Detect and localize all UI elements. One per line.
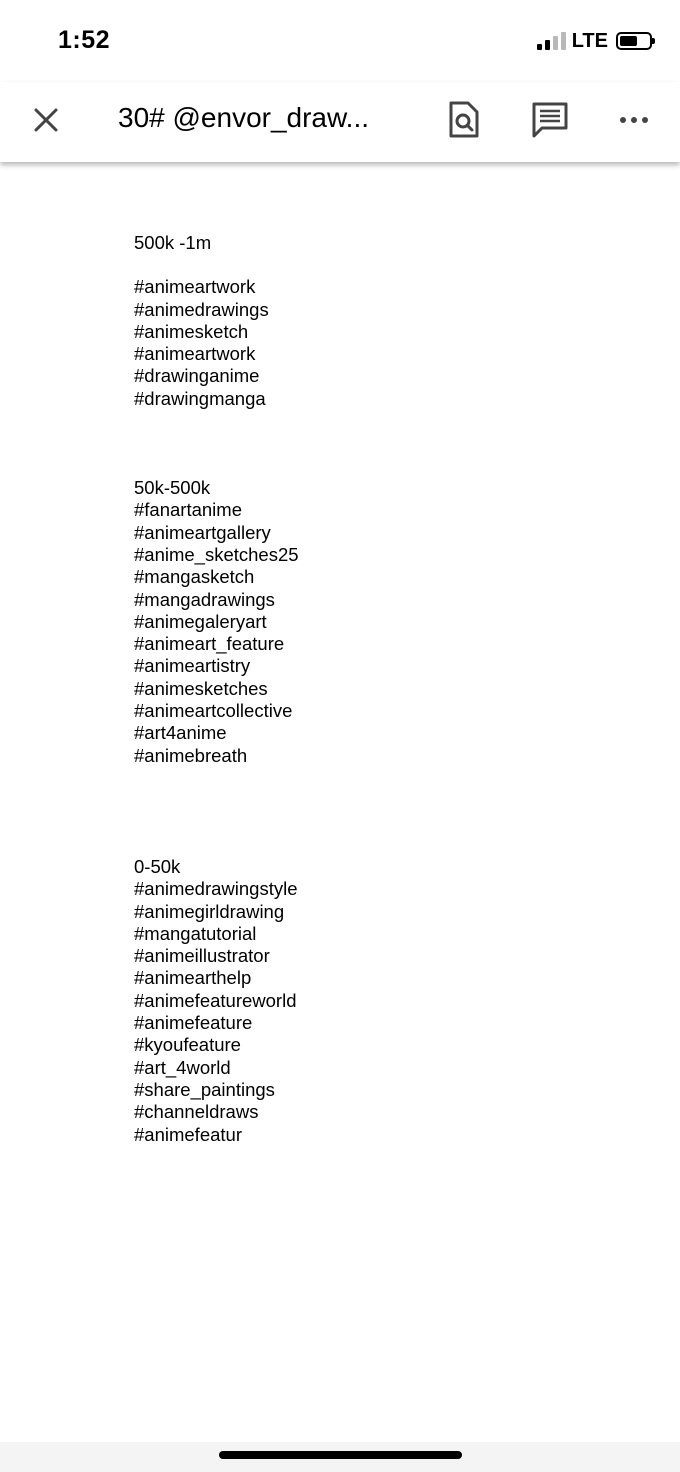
signal-strength-icon [537, 32, 566, 50]
hashtag: #animearthelp [134, 967, 252, 989]
hashtag: #drawinganime [134, 365, 260, 387]
hashtag: #art_4world [134, 1056, 231, 1078]
hashtag: #animeillustrator [134, 945, 270, 967]
close-icon [28, 102, 64, 138]
hashtag: #animefeatureworld [134, 989, 297, 1011]
document-body [134, 232, 634, 1146]
hashtag: #animebreath [134, 744, 248, 766]
hashtag-group [134, 232, 634, 410]
hashtag: #mangatutorial [134, 922, 257, 944]
hashtag: #channeldraws [134, 1101, 259, 1123]
hashtag: #animeartwork [134, 276, 256, 298]
hashtag: #share_paintings [134, 1078, 275, 1100]
hashtag-group [134, 477, 634, 767]
hashtag: #animegirldrawing [134, 900, 285, 922]
hashtag: #animedrawingstyle [134, 878, 298, 900]
status-time: 1:52 [58, 26, 111, 54]
document-title: 30# @envor_draw... [118, 102, 370, 133]
hashtag: #animeart_feature [134, 633, 285, 655]
hashtag: #animedrawings [134, 298, 269, 320]
hashtag: #animeartcollective [134, 700, 293, 722]
hashtag: #mangadrawings [134, 588, 275, 610]
more-horizontal-icon [618, 108, 652, 132]
status-bar [0, 0, 680, 82]
network-type: LTE [571, 29, 608, 52]
comment-icon [530, 100, 570, 140]
hashtag: #animeartwork [134, 343, 256, 365]
find-in-page-icon [446, 100, 482, 140]
find-in-page-button[interactable] [446, 100, 482, 140]
hashtag: #animesketch [134, 320, 249, 342]
hashtag: #mangasketch [134, 566, 255, 588]
group-heading: 0-50k [134, 855, 181, 877]
more-options-button[interactable] [618, 108, 652, 132]
close-button[interactable] [28, 102, 64, 138]
hashtag: #animefeature [134, 1012, 253, 1034]
hashtag: #art4anime [134, 722, 227, 744]
hashtag: #animeartistry [134, 655, 251, 677]
hashtag-group [134, 856, 634, 1146]
hashtag: #drawingmanga [134, 387, 266, 409]
comment-button[interactable] [530, 100, 570, 140]
hashtag: #animesketches [134, 677, 268, 699]
document-toolbar [0, 82, 680, 162]
hashtag: #animefeatur [134, 1123, 242, 1145]
battery-icon [616, 32, 652, 50]
status-indicators [537, 28, 652, 54]
hashtag: #animeartgallery [134, 521, 271, 543]
hashtag: #anime_sketches25 [134, 543, 299, 565]
group-heading: 500k -1m [134, 232, 212, 253]
hashtag: #animegaleryart [134, 610, 267, 632]
home-indicator[interactable] [219, 1451, 462, 1459]
group-heading: 50k-500k [134, 477, 211, 499]
hashtag: #kyoufeature [134, 1034, 241, 1056]
hashtag: #fanartanime [134, 499, 242, 521]
